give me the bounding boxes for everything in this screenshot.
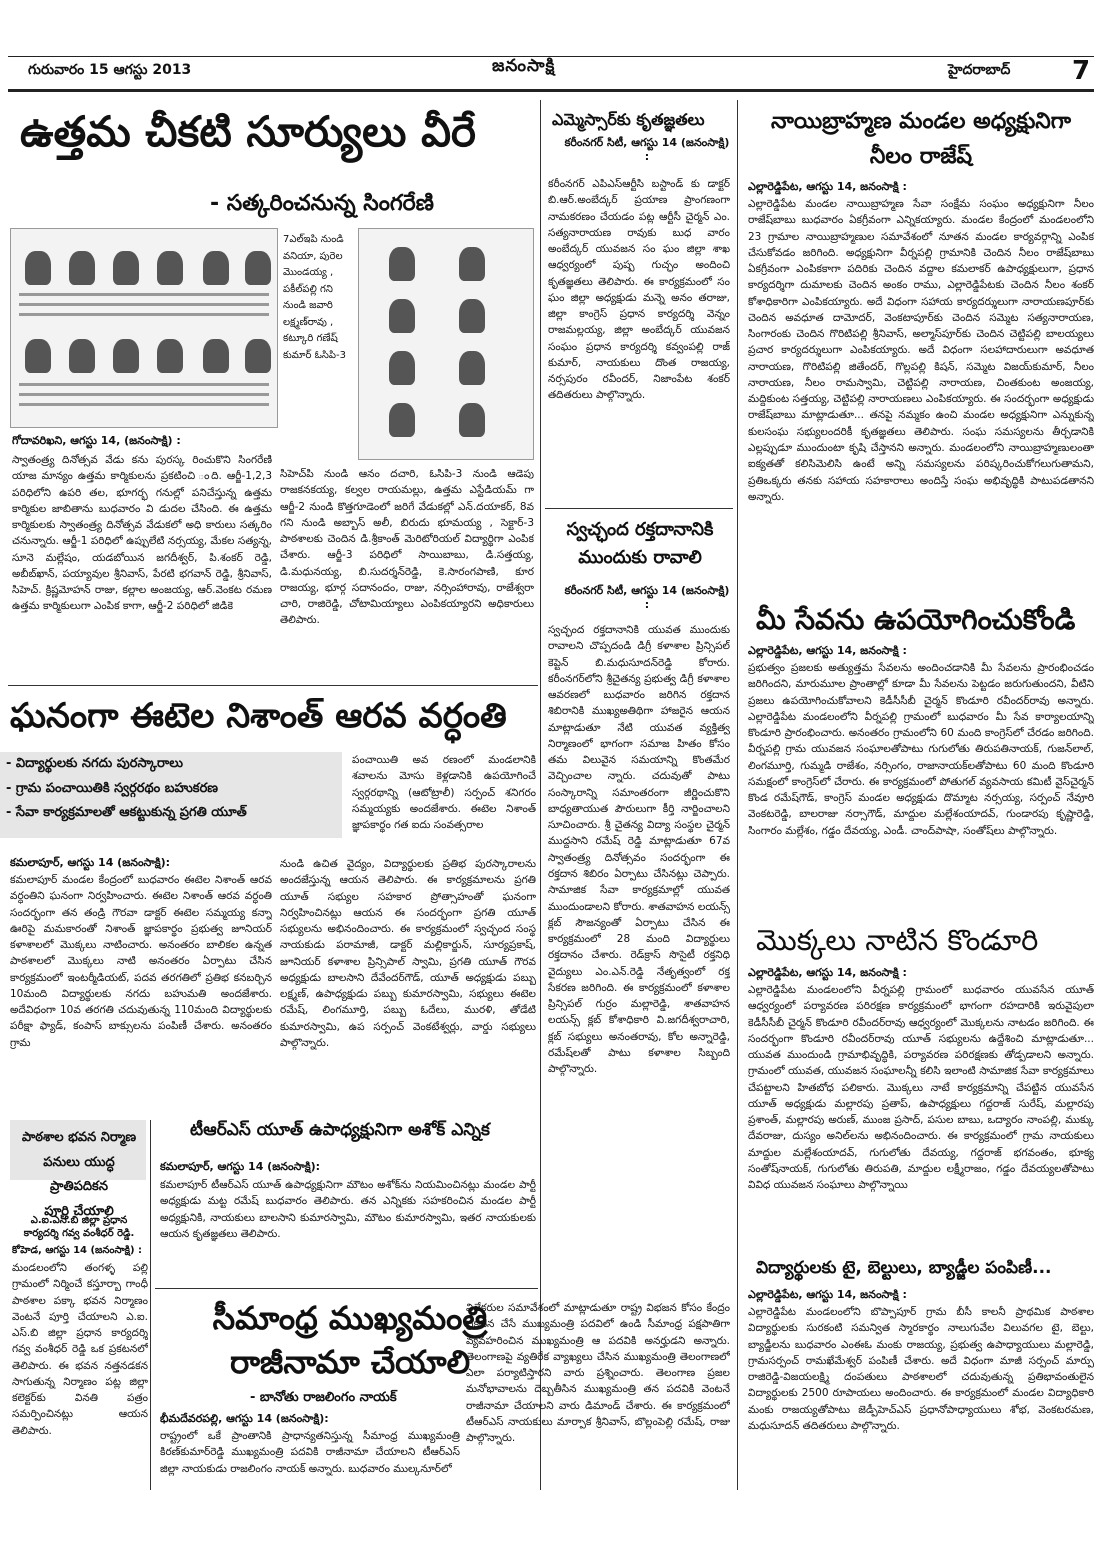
dateline-school-supplies: ఎల్లారెడ్డిపేట, ఆగస్టు 14, జనంసాక్షి : [748, 1288, 907, 1301]
headline-school-line: పాఠశాల భవన నిర్మాణ [21, 1130, 137, 1145]
dateline-mla: కరీంనగర్ సిటీ, ఆగస్టు 14 (జనంసాక్షి) : [564, 136, 730, 164]
body-school: మండలంలోని తంగళ్ళ పల్లి గ్రామంలో నిర్మించే కస్తూర్బా గాంధీ పాఠశాల పక్కా భవన నిర్మాణం వెంటనే పూర్తి చేయాలని ఎ.ఐ. ఎస్.బి జిల్లా ప్రధాన కార్యదర్శి గవ్వ వంశీధర్ రెడ్డి ఒక ప్రకటనలో తెలిపారు. ఈ భవన నత్తనడకన సాగుతున్న నిర్మాణం పట్ల జిల్లా కలెక్టర్‌కు వినతి పత్రం సమర్పించినట్లు ఆయన తెలిపారు. [12, 1262, 148, 1437]
body-etela-col2: నుండి ఉచిత వైద్యం, విద్యార్థులకు ప్రతిభ పురస్కారాలను అందజేస్తున్న ఆయన తెలిపారు. ఈ కార్యక్రమాలను ప్రగతి యూత్ సభ్యుల సహకార ప్రోత్సాహంతో ఘనంగా నిర్వహించినట్లు ఆయన ఈ సందర్భంగా ప్రగతి యూత్ సభ్యులను అభినందించారు. ఈ కార్యక్రమంలో స్వచ్ఛంద సంస్థ నాయకుడు పరామాజీ, డాక్టర్ మల్లికార్జున్, సూర్యప్రకాష్, జూనియర్ కళాశాల ప్రిన్సిపాల్ స్వామి, ప్రగతి యూత్ గౌరవ అధ్యక్షుడు బాలసాని దేవేందర్‌గౌడ్, యూత్ అధ్యక్షుడు పబ్బు లక్ష్మణ్, ఉపాధ్యక్షుడు పబ్బు కుమారస్వామి, సభ్యులు ఈటెల రమేష్, లింగమూర్తి, పబ్బు ఓదేలు, మురళి, తోడేటి కుమారస్వామి, ఉప సర్పంచ్ వెంకటేశ్వర్లు, వార్డు సభ్యులు పాల్గొన్నారు. [280, 858, 536, 1049]
section-divider [8, 685, 538, 686]
newspaper-logo: జనంసాక్షి [492, 56, 556, 76]
dateline-etela: కమలాపూర్, ఆగస్టు 14 (జనంసాక్షి): [10, 856, 171, 869]
body-nayee: ఎల్లారెడ్డిపేట మండల నాయిబ్రాహ్మణ సేవా సంక్షేమ సంఘం అధ్యక్షునిగా నీలం రాజేష్‌బాబు బుధవారం ఏకగ్రీవంగా ఎన్నికయ్యారు. మండల కేంద్రంలో మండలంలోని 23 గ్రామాల నాయిబ్రాహ్మణుల సమావేశంలో నూతన మండల కార్యవర్గాన్ని ఎంపిక చేసుకోవడం జరిగింది. అధ్యక్షునిగా వీర్నపల్లి గ్రామానికి చెందిన నీలం రాజేష్‌బాబు ఏకగ్రీవంగా ఎంపికకాగా పదిరికు చెందిన వద్దాల కమలాకర్ ఉపాధ్యక్షులుగా, ప్రధాన కార్యదర్శిగా దుమాలకు చెందిన అంకం రాము, ఎల్లారెడ్డిపేటకు చెందిన నీలం శంకర్ కోశాధికారిగా ఎంపికయ్యారు. అదే విధంగా సహాయ కార్యదర్శులుగా నారాయణపూర్‌కు చెందిన అవధూత దామోదర్, వెంకటాపూర్‌కు చెందిన సమ్మెట సత్యనారాయణ, సింగారంకు చెందిన గొరిటిపల్లి శ్రీనివాస్, అల్మాస్‌పూర్‌కు చెందిన చెట్టిపల్లి బాలయ్యలు ప్రచార కార్యదర్శులుగా ఎంపికయ్యారు. అదే విధంగా సలహాదారులుగా అవధూత నారాయణ, గొరిటిపల్లి జితేందర్, గొల్లపల్లి కిషన్, సమ్మెట విజయ్‌కుమార్, నీలం నారాయణ, నీలం రామస్వామి, చెట్టిపల్లి నారాయణ, చింతకుంట అంజయ్య, మద్దికుంట సత్తయ్య, చెట్టిపల్లి నారాయణలు ఎంపికయ్యారు. ఈ సందర్భంగా అధ్యక్షుడు రాజేష్‌బాబు మాట్లాడుతూ... తనపై నమ్మకం ఉంచి మండల అధ్యక్షునిగా ఎన్నుకున్న కులసంఘ సభ్యులందరికీ కృతజ్ఞతలు తెలిపారు. సంఘ సమస్యలను తీర్చడానికి ఎల్లప్పుడూ ముందుంటా కృషి చేస్తానని అన్నారు. మండలంలోని నాయిబ్రాహ్మణులంతా ఐక్యతతో కలిసిమెలిసి ఉంటే అన్ని సమస్యలను పరిష్కరించుకోగలుగుతామని, ప్రతిఒక్కరు తనకు సహాయ సహకారాలు అందిస్తే సంఘ అభివృద్ధికి పాటుపడతానని అన్నారు. [748, 198, 1094, 503]
headline-blood-donation: స్వచ్ఛంద రక్తదానానికి ముందుకు రావాలి [566, 519, 714, 568]
highlights-box-etela [0, 752, 342, 838]
column-divider [737, 100, 738, 1490]
headline-nayee: నాయిబ్రాహ్మణ మండల అధ్యక్షునిగా నీలం రాజేష్ [770, 109, 1072, 170]
section-divider [155, 1288, 538, 1289]
headline-meeseva: మీ సేవను ఉపయోగించుకోండి [756, 603, 1076, 636]
headline-school-line: పనులు యుద్ధ ప్రాతిపదికన [43, 1154, 115, 1195]
highlight-item: - విద్యార్థులకు నగదు పురస్కారాలు [6, 756, 183, 771]
side-text-singareni: 7ఎల్ఇపి నుండి వనియా, పురెల మొండయ్య , పకీల్‌పల్లి గని నుండి జవారి లక్ష్మణ్‌రావు , కట్కూరి గణేష్ కుమార్ ఓసిపి-3 [283, 234, 346, 361]
headline-plantation: మొక్కలు నాటిన కొండూరి [756, 923, 1039, 957]
body-mla: కరీంనగర్ ఎపిఎస్ఆర్టీసి బస్టాండ్ కు డాక్టర్ బి.ఆర్.అంబేద్కర్ ప్రయాణ ప్రాంగణంగా నామకరణం చేయడం పట్ల ఆర్టీసీ చైర్మన్ ఎం. సత్యనారాయణ రావుకు బుధ వారం అంబేద్కర్ యువజన సం ఘం జిల్లా శాఖ ఆధ్వర్యంలో పుష్ప గుచ్ఛం అందించి కృతజ్ఞతలు తెలిపారు. ఈ కార్యక్రమంలో సం ఘం జిల్లా అధ్యక్షుడు మన్నె అనం తరాజు, జిల్లా కాంగ్రెస్ ప్రధాన కార్యదర్శి వెన్నం రాజమల్లయ్య, జిల్లా అంబేద్కర్ యువజన సంఘం ప్రధాన కార్యదర్శి కవ్వంపల్లి రాజ్ కుమార్, నాయకులు దొంత రాజయ్య, నర్సపురం రవీందర్, నిజాంపేట శంకర్ తదితరులు పాల్గొన్నారు. [548, 178, 730, 402]
body-meeseva: ప్రభుత్వం ప్రజలకు అత్యుత్తమ సేవలను అందించడానికి మీ సేవలను ప్రారంభించడం జరిగిందని, మారుమూల ప్రాంతాల్లో కూడా మీ సేవలను పెట్టడం జరుగుతుందని, వీటిని ప్రజలు ఉపయోగించుకోవాలని కెడీసీసీబీ చైర్మన్ కొండూరి రవీందర్‌రావు అన్నారు. ఎల్లారెడ్డిపేట మండలంలోని వీర్నపల్లి గ్రామంలో బుధవారం మీ సేవ కార్యాలయాన్ని కొండూరి ప్రారంభించారు. అనంతరం గ్రామంలోని 60 మంది కాంగ్రెస్‌లో చేరడం జరిగింది. వీర్నపల్లి గ్రామ యువజన సంఘాలతోపాటు గుగులోతు తిరుపతినాయక్, గుజన్‌లాల్, లింగమూర్తి, గుమ్మడి రాజేశం, నర్సింగం, రాజానాయక్‌లతోపాటు 60 మంది కొండూరి సమక్షంలో కాంగ్రెస్‌లో చేరారు. ఈ కార్యక్రమంలో పోతుగల్ వ్యవసాయ కమిటీ వైస్‌చైర్మన్ కొండ రమేష్‌గౌడ్, కాంగ్రెస్ మండల అధ్యక్షుడు దొమ్మాట నర్సయ్య, సర్పంచ్ నేవూరి వెంకటరెడ్డి, బాలరాజు నర్సాగౌడ్, మాద్దుల మల్లేశంయాదవ్, గుండారపు కృష్ణారెడ్డి, సింగారం మల్లేశం, గడ్డం దేవయ్య, ఎండీ. చాంద్‌పాషా, సంతోష్‌లు పాల్గొన్నారు. [748, 662, 1094, 837]
body-etela: కమలాపూర్ మండల కేంద్రంలో బుధవారం ఈటెల నిశాంత్ ఆరవ వర్ధంతిని ఘనంగా నిర్వహించారు. ఈటెల నిశాంత్ ఆరవ వర్ధంతి సందర్భంగా తన తండ్రి గౌరవా డాక్టర్ ఈటెల సమ్మయ్య కన్నా ఊరిపై మమకారంతో నిశాంత్ జ్ఞాపకార్థం ప్రభుత్వ జూనియర్ కళాశాలలో మొక్కలు నాటించారు. అనంతరం బాలికల ఉన్నత పాఠశాలలో మొక్కలు నాటి అనంతరం ఏర్పాటు చేసిన కార్యక్రమంలో ఇంటర్మీడియట్, పదవ తరగతిలో ప్రతిభ కనబర్చిన 10మంది విద్యార్థులకు నగదు బహుమతి అందజేశారు. అదేవిధంగా 10వ తరగతి చదువుతున్న 110మంది విద్యార్థులకు పరీక్షా ఫ్యాడ్, కంపాస్ బాక్సులను పంపిణీ చేశారు. అనంతరం గ్రామ [10, 874, 272, 1049]
body-school-supplies: ఎల్లారెడ్డిపేట మండలంలోని బొప్పాపూర్ గ్రామ బీసీ కాలనీ ప్రాథమిక పాఠశాల విద్యార్థులకు సురకంటి సమన్విత స్మారకార్థం నాలుగువేల విలువగల టై, బెల్టు, బ్యాడ్జీలను బుధవారం ఎంఈఓ మంకు రాజయ్య, ప్రభుత్వ ఉపాధ్యాయులు మల్లారెడ్డి, గ్రామసర్పంచ్ రామఖేమేశ్వర్ పంపిణీ చేశారు. అదే విధంగా మాజీ సర్పంచ్ మార్పు రాజిరెడ్డి-విజయలక్ష్మి దంపతులు పాఠశాలలో చదువుతున్న ప్రతిభావంతులైన విద్యార్థులకు 2500 రూపాయలు అందించారు. ఈ కార్యక్రమంలో మండల విద్యాధికారి మంకు రాజయ్యతోపాటు జెడ్పీహెచ్ఎస్ ప్రధానోపాధ్యాయులు శోభ, వెంకటరమణ, మధుసూదన్ తదితరులు పాల్గొన్నారు. [748, 1306, 1094, 1432]
dateline-blood-donation: కరీంనగర్ సిటీ, ఆగస్టు 14 (జనంసాక్షి) : [564, 584, 730, 612]
page-number: 7 [1072, 56, 1091, 86]
body-cm-col2: విలేకరుల సమావేశంలో మాట్లాడుతూ రాష్ట్ర విభజన కోసం కేంద్రం ప్రకటన చేసే ముఖ్యమంత్రి పదవిలో ఉండి సీమాంధ్ర పక్షపాతిగా వ్యవహరించిన ముఖ్యమంత్రి ఆ పదవికి అనర్హుడని అన్నారు. తెలంగాణపై వ్యతిరేక వ్యాఖ్యలు చేసిన ముఖ్యమంత్రి తెలంగాణలో ఎలా పర్యాటిస్తారని వారు ప్రశ్నించారు. తెలంగాణ ప్రజల మనోభావాలను దెబ్బతీసిన ముఖ్యమంత్రి తన పదవికి వెంటనే రాజీనామా చేయాలని వారు డిమాండ్ చేశారు. ఈ కార్యక్రమంలో టీఆర్ఎస్ నాయకులు మార్పాక శ్రీనివాస్, బొల్లంపెల్లి రమేష్, రాజు పాల్గొన్నారు. [466, 1302, 730, 1445]
headline-mla: ఎమ్మెస్సార్‌కు కృతజ్ఞతలు [552, 110, 705, 129]
photo-award-list [358, 228, 534, 460]
headline-etela: ఘనంగా ఈటెల నిశాంత్ ఆరవ వర్ధంతి [10, 696, 507, 736]
side-text-etela: పంచాయితి అవ రణంలో మండలానికి శవాలను మోసు కెళ్లడానికి ఉపయోగించే స్వర్గరథాన్ని (ఆటోట్రాలీ) సర్పంచ్ శనిగరం సమ్మయ్యకు అందజేశారు. ఈటెల నిశాంత్ జ్ఞాపకార్థం గత ఐదు సంవత్సరాల [352, 754, 536, 832]
photo-award-winners [10, 228, 278, 428]
headline-school-line: పూర్తి చేయాలి [44, 1204, 114, 1220]
dateline-singareni: గోదావరిఖని, ఆగస్టు 14, (జనంసాక్షి) : [12, 434, 181, 447]
headline-school-supplies: విద్యార్థులకు టై, బెల్టులు, బ్యాడ్జీల పంపిణీ... [756, 1258, 1052, 1278]
headline-school [14, 1126, 144, 1225]
subheadline-singareni: - సత్కరించనున్న సింగరేణి [210, 191, 434, 216]
body-plantation: ఎల్లారెడ్డిపేట మండలంలోని వీర్నపల్లి గ్రామంలో బుధవారం యువసేన యూత్ ఆధ్వర్యంలో పర్యావరణ పరిరక్షణ కార్యక్రమంలో భాగంగా రహదారికి ఇరువైపులా కెడీసీసీబీ చైర్మన్ కొండూరి రవీందర్‌రావు ఆధ్వర్యంలో మొక్కలను నాటడం జరిగింది. ఈ సందర్భంగా కొండూరి రవీందర్‌రావు యూత్ సభ్యులను ఉద్దేశించి మాట్లాడుతూ... యువత ముందుండి గ్రామాభివృద్ధికి, పర్యావరణ పరిరక్షణకు తోడ్పడాలని అన్నారు. గ్రామంలో యువత, యువజన సంఘాలన్నీ కలిసి ఇలాంటి సామాజిక సేవా కార్యక్రమాలు చేపట్టాలని హితబోధ పలికారు. మొక్కలు నాటే కార్యక్రమాన్ని చేపట్టిన యువసేన యూత్ అధ్యక్షుడు మల్లారపు ప్రతాప్, ఉపాధ్యక్షులు గద్దరాజ్ సురేష్, మల్లారపు ప్రశాంత్, మల్లారపు అరుణ్, ముంజ ప్రసాద్, పసుల బాబు, ఒద్యారం నాంపల్లి, ముక్కు దేవరాజు, దుస్యం అనిల్‌లను అభినందించారు. ఈ కార్యక్రమంలో గ్రామ నాయకులు మాద్దుల మల్లేశంయాదవ్, గుగులోతు దేవయ్య, గద్దరాజ్ భగవంతం, భూక్య సంతోష్‌నాయక్, గుగులోతు తిరుపతి, మాద్దుల లక్ష్మీరాజం, గడ్డం దేవయ్యలతోపాటు వివిధ యువజన సంఘాలు పాల్గొన్నాయి [748, 984, 1094, 1192]
section-divider [545, 508, 733, 509]
byline-cm: - బానోతు రాజలింగం నాయక్ [250, 1390, 397, 1405]
dateline-school: కోహెడ, ఆగస్టు 14 (జనంసాక్షి) : [12, 1245, 143, 1256]
dateline-meeseva: ఎల్లారెడ్డిపేట, ఆగస్టు 14, జనంసాక్షి : [748, 644, 907, 657]
column-divider [540, 100, 541, 1490]
edition-city: హైదరాబాద్ [948, 62, 1011, 78]
column-divider [150, 1120, 151, 1490]
body-blood-donation: స్వచ్ఛంద రక్తదానానికి యువత ముందుకు రావాలని చొప్పదండి డిగ్రీ కళాశాల ప్రిన్సిపల్ కెప్టెన్ బి.మధుసూదన్‌రెడ్డి కోరారు. కరీంనగర్‌లోని శ్రీచైతన్య ప్రభుత్వ డిగ్రీ కళాశాల ఆవరణలో బుధవారం జరిగిన రక్తదాన శిబిరానికి ముఖ్యఅతిథిగా హాజరైన ఆయన మాట్లాడుతూ నేటి యువత వ్యక్తిత్వ నిర్మాణంలో భాగంగా సమాజ హితం కోసం తమ విలువైన సమయాన్ని కొంతమేర వెచ్చించాల న్నారు. చదువుతో పాటు సంస్కారాన్ని సమాంతరంగా జీర్ణించుకొని బాధ్యతాయుత పౌరులుగా కీర్తి నార్జించాలని సూచించారు. శ్రీ చైతన్య విద్యా సంస్థల చైర్మన్ ముద్దసాని రమేష్ రెడ్డి మాట్లాడుతూ 67వ స్వాతంత్ర్య దినోత్సవం సందర్భంగా ఈ రక్తదాన శిబిరం ఏర్పాటు చేసినట్లు చెప్పారు. సామాజిక సేవా కార్యక్రమాల్లో యువత ముందుండాలని కోరారు. శాతవాహన లయన్స్ క్లబ్ సౌజన్యంతో ఏర్పాటు చేసిన ఈ కార్యక్రమంలో 28 మంది విద్యార్థులు రక్తదానం చేశారు. రెడ్‌క్రాస్ సొసైటీ రక్తనిధి వైద్యులు ఎం.ఎన్.రెడ్డి నేతృత్వంలో రక్త సేకరణ జరిగింది. ఈ కార్యక్రమంలో కళాశాల ప్రిన్సిపల్ గుర్రం మల్లారెడ్డి, శాతవాహన లయన్స్ క్లబ్ కోశాధికారి వి.జగదీశ్వరాచారి, క్లబ్ సభ్యులు అనంతరావు, కోల అన్నారెడ్డి, రమేష్‌లతో పాటు కళాశాల సిబ్బంది పాల్గొన్నారు. [548, 624, 730, 1076]
body-cm: రాష్ట్రంలో ఒకే ప్రాంతానికి ప్రాధాన్యతనిస్తున్న సీమాంధ్ర ముఖ్యమంత్రి కిరణ్‌కుమార్‌రెడ్డి ముఖ్యమంత్రి పదవికి రాజీనామా చేయాలని టీఆర్ఎస్ జిల్లా నాయకుడు రాజలింగం నాయక్ అన్నారు. బుధవారం ముల్కనూర్‌లో [160, 1430, 460, 1475]
body-singareni-col2: సిహెచ్‌పి నుండి ఆనం దచారి, ఓసిపి-3 నుండి ఆడెపు రాజకనకయ్య, కల్వల రాయమల్లు, ఉత్తమ ఎస్టేడియమ్ గా ఆర్జీ-2 నుండి కొత్తగూడెంలో జరిగే వేడుకల్లో ఎన్.దయాకర్, 8వ గని నుండి అబ్బాస్ అలీ, బిరుదు భూమయ్య , సెక్టార్-3 పాఠశాలకు చెందిన డి.శ్రీకాంత్ మెరిటోరియల్ విద్యార్థిగా ఎంపిక చేశారు. ఆర్జీ-3 పరిధిలో సాయిబాబు, డి.సత్తయ్య, డి.మధునయ్య, బి.సుదర్శన్‌రెడ్డి, కె.సారంగపాణి, కూర రాజయ్య, భూర్గ సదానందం, రాజు, నర్సింహారావు, రాజేశ్వరా చారి, రాజిరెడ్డి, చోటామియ్యాలు ఎంపికయ్యారని అధికారులు తెలిపారు. [280, 468, 534, 627]
byline-school: ఎ.ఐ.ఎస్.బి జిల్లా ప్రధాన కార్యదర్శి గవ్వ వంశీధర్ రెడ్డి. [23, 1215, 135, 1239]
body-trs: కమలాపూర్ టీఆర్ఎస్ యూత్ ఉపాధ్యక్షునిగా మౌటం అశోక్‌ను నియమించినట్లు మండల పార్టీ అధ్యక్షుడు మట్ట రమేష్ బుధవారం తెలిపారు. తన ఎన్నికకు సహకరించిన మండల పార్టీ అధ్యక్షునికి, నాయకులు బాలసాని కుమారస్వామి, మౌటం కుమారస్వామి, ఇతర నాయకులకు ఆయన కృతజ్ఞతలు తెలిపారు. [160, 1179, 536, 1240]
dateline-trs: కమలాపూర్, ఆగస్టు 14 (జనంసాక్షి): [160, 1160, 321, 1173]
dateline-nayee: ఎల్లారెడ్డిపేట, ఆగస్టు 14, జనంసాక్షి : [748, 180, 907, 193]
headline-cm: సీమాంధ్ర ముఖ్యమంత్రి [212, 1299, 488, 1337]
headline-singareni: ఉత్తమ చీకటి సూర్యులు వీరే [20, 107, 476, 156]
issue-date: గురువారం 15 ఆగస్టు 2013 [28, 62, 192, 78]
highlight-item: - గ్రామ పంచాయితికి స్వర్గరథం బహుకరణ [6, 780, 219, 796]
dateline-plantation: ఎల్లారెడ్డిపేట, ఆగస్టు 14, జనంసాక్షి : [748, 966, 907, 979]
headline-cm-line2: రాజీనామా చేయాలి [229, 1343, 471, 1381]
dateline-cm: భీమదేవరపల్లి, ఆగస్టు 14 (జనంసాక్షి): [160, 1412, 329, 1425]
highlight-item: - సేవా కార్యక్రమాలతో ఆకట్టుకున్న ప్రగతి యూత్ [6, 805, 247, 821]
headline-trs: టీఆర్ఎస్ యూత్ ఉపాధ్యక్షునిగా అశోక్ ఎన్నిక [190, 1120, 490, 1140]
body-singareni: స్వాతంత్ర్య దినోత్సవ వేడు కను పురస్క రించుకొని సింగరేణి యాజ మాన్యం ఉత్తమ కార్మికులను ప్రకటించి ంది. ఆర్జీ-1,2,3 పరిధిలోని ఉపరి తల, భూగర్భ గనుల్లో పనిచేస్తున్న ఉత్తమ కార్మికుల జాబితాను బుధవారం వి డుదల చేసింది. ఈ ఉత్తమ కార్మికులకు స్వాతంత్ర్య దినోత్సవ వేడుకలో అధి కారులు సత్కరిం చనున్నారు. ఆర్జీ-1 పరిధిలో ఉప్పులేటి నర్సయ్య, మేకల సత్యన్న, సూనె మల్లేషం, యడబోయిన జగదీశ్వర్, పి.శంకర్ రెడ్డి, అబీబ్‌ఖాన్, పయ్యావుల శ్రీనివాస్, పేరటి భగవాన్ రెడ్డి, శ్రీనివాస్, సిహెచ్. క్రిష్ణమోహన్ రాజు, కల్లాల అంజయ్య, ఆర్.వెంకట రమణ ఉత్తమ కార్మికులుగా ఎంపిక కాగా, ఆర్జీ-2 పరిధిలో జిడికె [12, 454, 272, 613]
